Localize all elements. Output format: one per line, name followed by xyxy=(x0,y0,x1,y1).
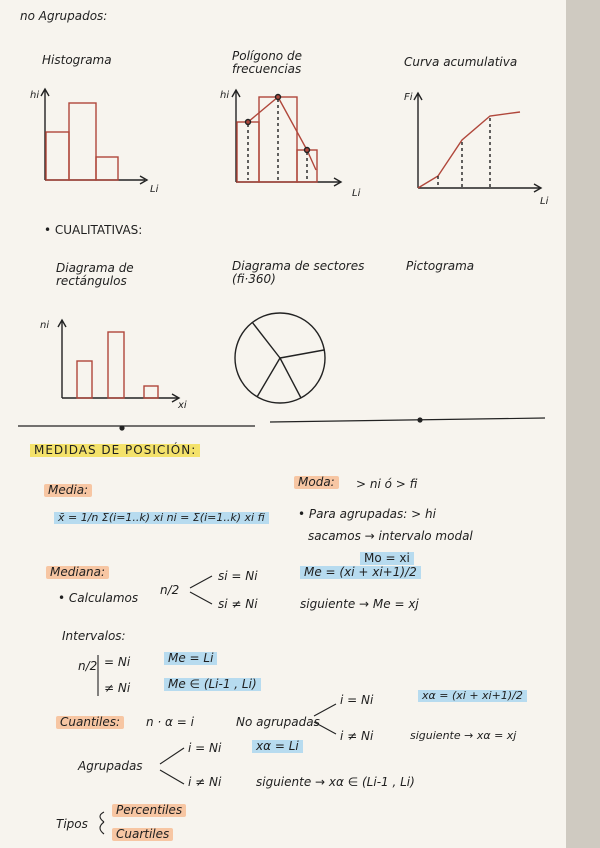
cuantiles-no-agrupadas: No agrupadas xyxy=(236,715,320,729)
fi-axis-label: Fi xyxy=(404,92,413,103)
mediana-case-neq: si ≠ Ni xyxy=(218,597,258,611)
mediana-label: Mediana: xyxy=(46,566,109,579)
li-axis-label: Li xyxy=(150,184,159,195)
mediana-n2: n/2 xyxy=(160,583,180,597)
cualitativas-heading: • CUALITATIVAS: xyxy=(44,223,143,237)
intervalos-case-eq: = Ni xyxy=(104,655,131,669)
histograma-title: Histograma xyxy=(42,53,112,67)
curva-graph xyxy=(414,93,541,192)
moda-agrupadas: • Para agrupadas: > hi xyxy=(298,507,436,521)
histograma-graph xyxy=(41,89,147,184)
ni-axis-label: ni xyxy=(40,320,50,331)
cuantiles-ag-case-neq-result: siguiente → xα ∈ (Li-1 , Li) xyxy=(256,775,415,789)
cuantiles-case-eq: i = Ni xyxy=(340,693,374,707)
hi-axis-label: hi xyxy=(30,90,40,101)
page-edge-background xyxy=(566,0,600,848)
intervalos-case-neq: ≠ Ni xyxy=(104,681,131,695)
intervalos-n2: n/2 xyxy=(78,659,98,673)
cuantiles-agrupadas: Agrupadas xyxy=(78,759,143,773)
sectores-graph xyxy=(235,313,325,403)
cuantiles-ag-case-neq: i ≠ Ni xyxy=(188,775,222,789)
poligono-title: Polígono de frecuencias xyxy=(232,49,302,77)
hi-axis-label-2: hi xyxy=(220,90,230,101)
intervalos-case-eq-result: Me = Li xyxy=(164,652,217,665)
cuantiles-case-eq-result: xα = (xi + xi+1)/2 xyxy=(418,690,527,702)
header-fragment: no Agrupados: xyxy=(20,9,108,23)
moda-sacamos: sacamos → intervalo modal xyxy=(308,529,473,543)
mediana-calc: • Calculamos xyxy=(58,591,139,605)
media-formula: x̄ = 1/n Σ(i=1..k) xi ni = Σ(i=1..k) xi fi xyxy=(54,512,269,524)
li-axis-label-2: Li xyxy=(352,188,361,199)
tipos-item-cuartiles: Cuartiles xyxy=(112,828,173,841)
tipos-label: Tipos xyxy=(56,817,88,831)
cuantiles-ag-case-eq: i = Ni xyxy=(188,741,222,755)
intervalos-case-neq-result: Me ∈ (Li-1 , Li) xyxy=(164,678,261,691)
intervalos-label: Intervalos: xyxy=(62,629,126,643)
sectores-title: Diagrama de sectores (fi·360) xyxy=(232,259,365,287)
xi-axis-label: xi xyxy=(178,400,187,411)
cuantiles-rule: n · α = i xyxy=(146,715,194,729)
cuantiles-case-neq: i ≠ Ni xyxy=(340,729,374,743)
section-divider xyxy=(18,418,545,430)
cuantiles-case-neq-result: siguiente → xα = xj xyxy=(410,729,517,742)
mediana-case-neq-result: siguiente → Me = xj xyxy=(300,597,419,611)
rectangulos-title: Diagrama de rectángulos xyxy=(56,261,134,289)
moda-label: Moda: xyxy=(294,476,339,489)
poligono-graph xyxy=(232,90,341,186)
tipos-item-percentiles: Percentiles xyxy=(112,804,186,817)
mediana-case-eq-result: Me = (xi + xi+1)/2 xyxy=(300,566,421,579)
curva-title: Curva acumulativa xyxy=(404,55,518,69)
cuantiles-ag-case-eq-result: xα = Li xyxy=(252,740,303,753)
cuantiles-label: Cuantiles: xyxy=(56,716,124,729)
rectangulos-graph xyxy=(58,320,179,402)
moda-formula: Mo = xi xyxy=(360,552,414,565)
media-label: Media: xyxy=(44,484,92,497)
medidas-heading: MEDIDAS DE POSICIÓN: xyxy=(30,444,200,457)
moda-rule: > ni ó > fi xyxy=(356,477,418,491)
li-axis-label-3: Li xyxy=(540,196,549,207)
mediana-case-eq: si = Ni xyxy=(218,569,258,583)
pictograma-title: Pictograma xyxy=(406,259,475,273)
